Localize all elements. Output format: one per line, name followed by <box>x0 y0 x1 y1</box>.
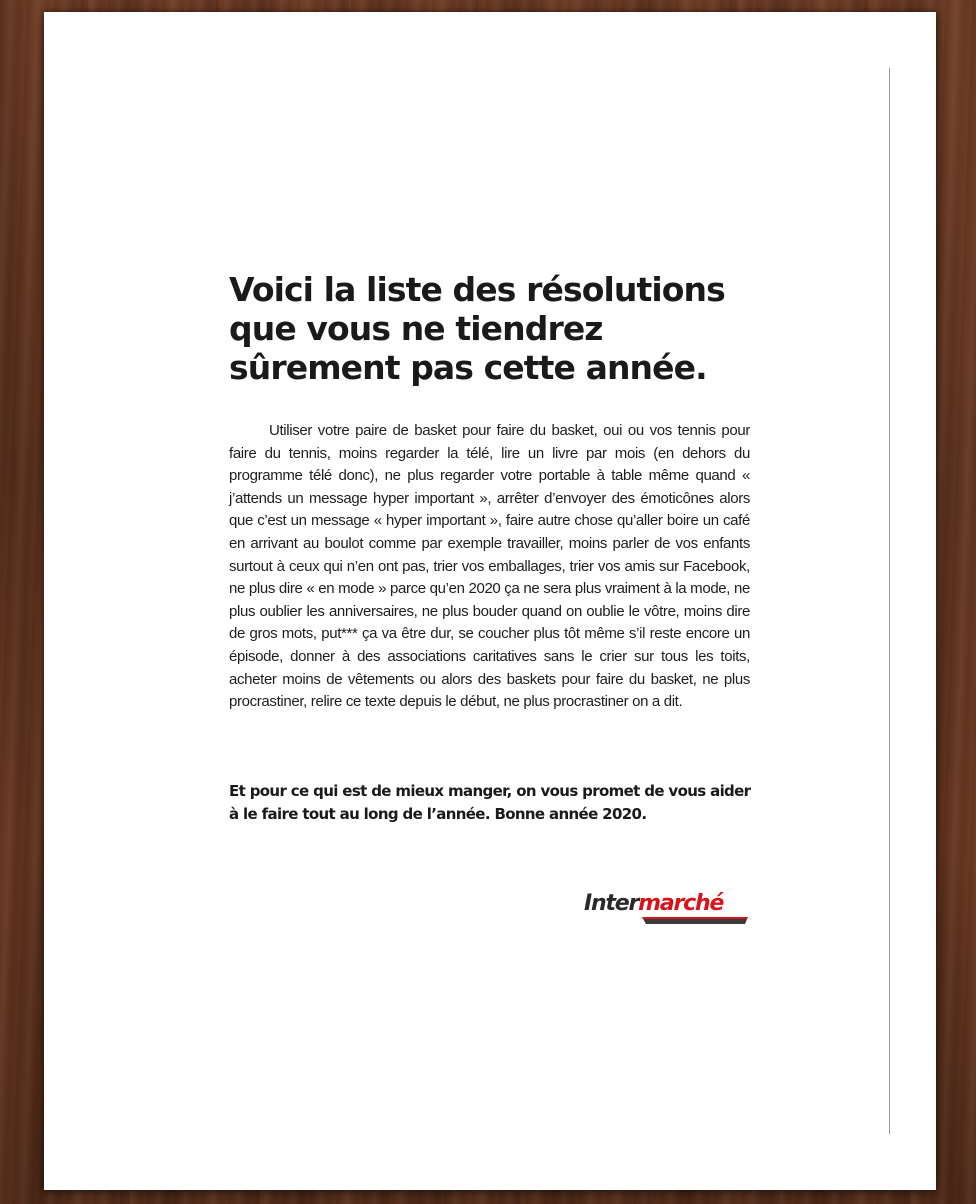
ad-headline: Voici la liste des résolutions que vous ne tiendrez sûrement pas cette année. <box>229 270 725 387</box>
logo-swoosh-icon <box>642 917 748 924</box>
ad-body-text: Utiliser votre paire de basket pour faire du basket, oui ou vos tennis pour faire du tennis, moins regarder la télé, lire un livre par mois (en dehors du programme télé donc), ne plus regarder votre portable à table même quand « j’attends un message hyper important », arrêter d’envoyer des émoticônes alors que c’est un message « hyper important », faire autre chose qu’aller boire un café en arrivant au boulot comme par exemple travailler, moins parler de vos enfants surtout à ceux qui n’en ont pas, trier vos emballages, trier vos amis sur Facebook, ne plus dire « en mode » parce qu’en 2020 ça ne sera plus vraiment à la mode, ne plus oublier les anniversaires, ne plus bouder quand on oublie le vôtre, moins dire de gros mots, put*** ça va être dur, se coucher plus tôt même s’il reste encore un épisode, donner à des associations caritatives sans le crier sur tous les toits, acheter moins de vêtements ou alors des baskets pour faire du basket, ne plus procrastiner, relire ce texte depuis le début, ne plus procrastiner on a dit. <box>229 422 750 711</box>
logo-word-marche: marché <box>638 891 724 916</box>
margin-rule <box>889 68 890 1134</box>
ad-closing-text: Et pour ce qui est de mieux manger, on vous promet de vous aider à le faire tout au long de l’année. Bonne année 2020. <box>229 782 751 823</box>
logo-wordmark <box>584 890 723 918</box>
intermarche-logo <box>584 890 750 928</box>
logo-word-inter: Inter <box>584 891 639 916</box>
printed-ad-page <box>44 12 936 1190</box>
